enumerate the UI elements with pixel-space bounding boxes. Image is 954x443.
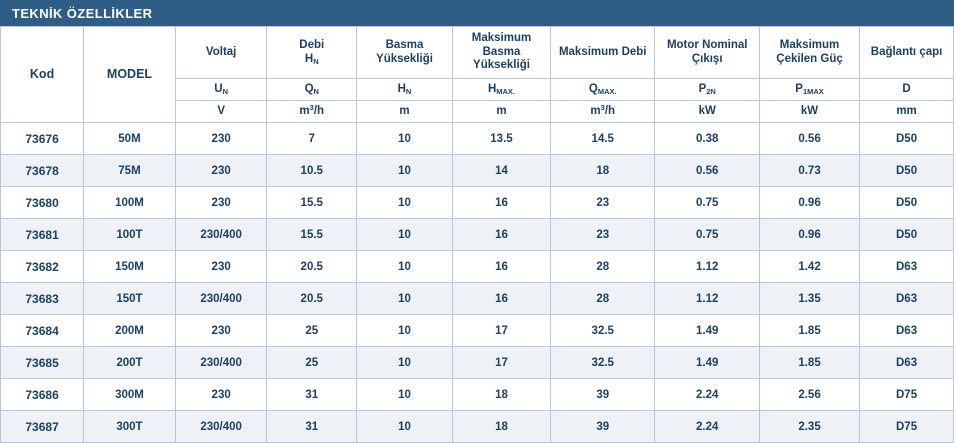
cell-debi: 25 bbox=[267, 315, 357, 347]
cell-kod: 73681 bbox=[1, 219, 84, 251]
cell-maksimum-basma: 16 bbox=[452, 251, 550, 283]
cell-voltaj: 230 bbox=[175, 123, 267, 155]
cell-debi: 7 bbox=[267, 123, 357, 155]
cell-model: 200M bbox=[84, 315, 176, 347]
cell-voltaj: 230/400 bbox=[175, 411, 267, 443]
cell-maksimum-debi: 32.5 bbox=[551, 315, 655, 347]
unit-maksimum-guc: kW bbox=[759, 101, 859, 123]
cell-maksimum-debi: 32.5 bbox=[551, 347, 655, 379]
symbol-voltaj: $U_N$ bbox=[175, 79, 267, 101]
cell-model: 200T bbox=[84, 347, 176, 379]
table-row bbox=[1, 379, 954, 411]
cell-maksimum-guc: 2.35 bbox=[759, 411, 859, 443]
cell-debi: 20.5 bbox=[267, 251, 357, 283]
cell-maksimum-debi: 14.5 bbox=[551, 123, 655, 155]
cell-motor-nominal: 1.49 bbox=[655, 315, 759, 347]
unit-baglanti: mm bbox=[860, 101, 954, 123]
cell-kod: 73684 bbox=[1, 315, 84, 347]
cell-baglanti: D75 bbox=[860, 411, 954, 443]
cell-maksimum-guc: 0.96 bbox=[759, 187, 859, 219]
cell-model: 300T bbox=[84, 411, 176, 443]
cell-basma: 10 bbox=[357, 379, 453, 411]
cell-motor-nominal: 1.49 bbox=[655, 347, 759, 379]
cell-debi: 15.5 bbox=[267, 187, 357, 219]
table-row bbox=[1, 411, 954, 443]
cell-motor-nominal: 2.24 bbox=[655, 411, 759, 443]
cell-model: 50M bbox=[84, 123, 176, 155]
cell-kod: 73686 bbox=[1, 379, 84, 411]
cell-maksimum-basma: 16 bbox=[452, 219, 550, 251]
table-row bbox=[1, 315, 954, 347]
cell-baglanti: D50 bbox=[860, 123, 954, 155]
cell-maksimum-basma: 17 bbox=[452, 315, 550, 347]
cell-maksimum-basma: 14 bbox=[452, 155, 550, 187]
cell-maksimum-debi: 28 bbox=[551, 251, 655, 283]
cell-maksimum-guc: 0.73 bbox=[759, 155, 859, 187]
cell-debi: 31 bbox=[267, 411, 357, 443]
column-header-debi-label: Debi bbox=[299, 38, 325, 51]
cell-voltaj: 230 bbox=[175, 379, 267, 411]
cell-basma: 10 bbox=[357, 315, 453, 347]
cell-baglanti: D63 bbox=[860, 315, 954, 347]
cell-baglanti: D50 bbox=[860, 219, 954, 251]
column-header-maksimum-cekilen-guc: Maksimum Çekilen Güç bbox=[759, 27, 859, 79]
cell-motor-nominal: 0.38 bbox=[655, 123, 759, 155]
cell-maksimum-guc: 0.96 bbox=[759, 219, 859, 251]
cell-baglanti: D63 bbox=[860, 283, 954, 315]
column-header-baglanti-capi: Bağlantı çapı bbox=[860, 27, 954, 79]
column-header-basma-yuksekligi: Basma Yüksekliği bbox=[357, 27, 453, 79]
title-bar bbox=[0, 0, 954, 26]
cell-motor-nominal: 0.56 bbox=[655, 155, 759, 187]
column-header-voltaj: Voltaj bbox=[175, 27, 267, 79]
symbol-maksimum-debi: $Q_{MAX.}$ bbox=[551, 79, 655, 101]
symbol-debi: $Q_N$ bbox=[267, 79, 357, 101]
cell-basma: 10 bbox=[357, 411, 453, 443]
cell-debi: 31 bbox=[267, 379, 357, 411]
cell-debi: 25 bbox=[267, 347, 357, 379]
symbol-maksimum-guc: $P_{1MAX}$ bbox=[759, 79, 859, 101]
column-header-debi bbox=[267, 27, 357, 79]
cell-maksimum-debi: 39 bbox=[551, 411, 655, 443]
cell-maksimum-debi: 18 bbox=[551, 155, 655, 187]
table-header bbox=[1, 27, 954, 123]
cell-voltaj: 230 bbox=[175, 251, 267, 283]
header-row-main bbox=[1, 27, 954, 79]
cell-maksimum-guc: 1.85 bbox=[759, 347, 859, 379]
cell-baglanti: D50 bbox=[860, 155, 954, 187]
cell-maksimum-basma: 16 bbox=[452, 187, 550, 219]
table-row bbox=[1, 155, 954, 187]
cell-motor-nominal: 1.12 bbox=[655, 283, 759, 315]
cell-maksimum-guc: 1.35 bbox=[759, 283, 859, 315]
unit-motor-nominal: kW bbox=[655, 101, 759, 123]
column-header-maksimum-debi: Maksimum Debi bbox=[551, 27, 655, 79]
unit-basma: m bbox=[357, 101, 453, 123]
cell-basma: 10 bbox=[357, 251, 453, 283]
symbol-motor-nominal: $P_{2N}$ bbox=[655, 79, 759, 101]
cell-basma: 10 bbox=[357, 347, 453, 379]
table-row bbox=[1, 251, 954, 283]
cell-model: 100T bbox=[84, 219, 176, 251]
cell-kod: 73683 bbox=[1, 283, 84, 315]
cell-maksimum-guc: 0.56 bbox=[759, 123, 859, 155]
cell-model: 75M bbox=[84, 155, 176, 187]
cell-maksimum-guc: 2.56 bbox=[759, 379, 859, 411]
table-row bbox=[1, 187, 954, 219]
cell-maksimum-basma: 18 bbox=[452, 411, 550, 443]
cell-maksimum-basma: 16 bbox=[452, 283, 550, 315]
cell-motor-nominal: 1.12 bbox=[655, 251, 759, 283]
cell-motor-nominal: 2.24 bbox=[655, 379, 759, 411]
page-title: TEKNİK ÖZELLİKLER bbox=[12, 5, 153, 21]
cell-debi: 10.5 bbox=[267, 155, 357, 187]
column-header-debi-symbol: $H_N$ bbox=[304, 52, 319, 66]
cell-voltaj: 230 bbox=[175, 155, 267, 187]
technical-specs-table bbox=[0, 26, 954, 443]
cell-maksimum-debi: 23 bbox=[551, 187, 655, 219]
table-row bbox=[1, 347, 954, 379]
cell-kod: 73685 bbox=[1, 347, 84, 379]
cell-baglanti: D50 bbox=[860, 187, 954, 219]
cell-voltaj: 230/400 bbox=[175, 219, 267, 251]
cell-basma: 10 bbox=[357, 155, 453, 187]
cell-motor-nominal: 0.75 bbox=[655, 187, 759, 219]
unit-voltaj: V bbox=[175, 101, 267, 123]
cell-kod: 73676 bbox=[1, 123, 84, 155]
symbol-maksimum-basma: $H_{MAX.}$ bbox=[452, 79, 550, 101]
cell-voltaj: 230/400 bbox=[175, 347, 267, 379]
cell-kod: 73682 bbox=[1, 251, 84, 283]
cell-maksimum-basma: 13.5 bbox=[452, 123, 550, 155]
cell-debi: 15.5 bbox=[267, 219, 357, 251]
unit-debi: $m^3/h$ bbox=[267, 101, 357, 123]
cell-maksimum-guc: 1.85 bbox=[759, 315, 859, 347]
cell-basma: 10 bbox=[357, 187, 453, 219]
cell-motor-nominal: 0.75 bbox=[655, 219, 759, 251]
cell-maksimum-basma: 17 bbox=[452, 347, 550, 379]
unit-maksimum-basma: m bbox=[452, 101, 550, 123]
cell-voltaj: 230 bbox=[175, 315, 267, 347]
column-header-motor-nominal-cikisi: Motor Nominal Çıkışı bbox=[655, 27, 759, 79]
cell-maksimum-basma: 18 bbox=[452, 379, 550, 411]
cell-model: 150T bbox=[84, 283, 176, 315]
cell-voltaj: 230/400 bbox=[175, 283, 267, 315]
column-header-maksimum-basma-yuksekligi: Maksimum Basma Yüksekliği bbox=[452, 27, 550, 79]
table-row bbox=[1, 219, 954, 251]
cell-maksimum-debi: 39 bbox=[551, 379, 655, 411]
table-row bbox=[1, 123, 954, 155]
cell-baglanti: D63 bbox=[860, 347, 954, 379]
table-body bbox=[1, 123, 954, 443]
cell-kod: 73687 bbox=[1, 411, 84, 443]
cell-kod: 73678 bbox=[1, 155, 84, 187]
cell-maksimum-debi: 28 bbox=[551, 283, 655, 315]
cell-baglanti: D75 bbox=[860, 379, 954, 411]
cell-maksimum-debi: 23 bbox=[551, 219, 655, 251]
cell-debi: 20.5 bbox=[267, 283, 357, 315]
cell-baglanti: D63 bbox=[860, 251, 954, 283]
cell-model: 300M bbox=[84, 379, 176, 411]
table-row bbox=[1, 283, 954, 315]
symbol-baglanti: D bbox=[860, 79, 954, 101]
cell-kod: 73680 bbox=[1, 187, 84, 219]
cell-model: 100M bbox=[84, 187, 176, 219]
column-header-kod: Kod bbox=[1, 27, 84, 123]
cell-basma: 10 bbox=[357, 283, 453, 315]
cell-model: 150M bbox=[84, 251, 176, 283]
cell-maksimum-guc: 1.42 bbox=[759, 251, 859, 283]
cell-basma: 10 bbox=[357, 123, 453, 155]
column-header-model: MODEL bbox=[84, 27, 176, 123]
unit-maksimum-debi: $m^3/h$ bbox=[551, 101, 655, 123]
cell-basma: 10 bbox=[357, 219, 453, 251]
cell-voltaj: 230 bbox=[175, 187, 267, 219]
symbol-basma: $H_N$ bbox=[357, 79, 453, 101]
